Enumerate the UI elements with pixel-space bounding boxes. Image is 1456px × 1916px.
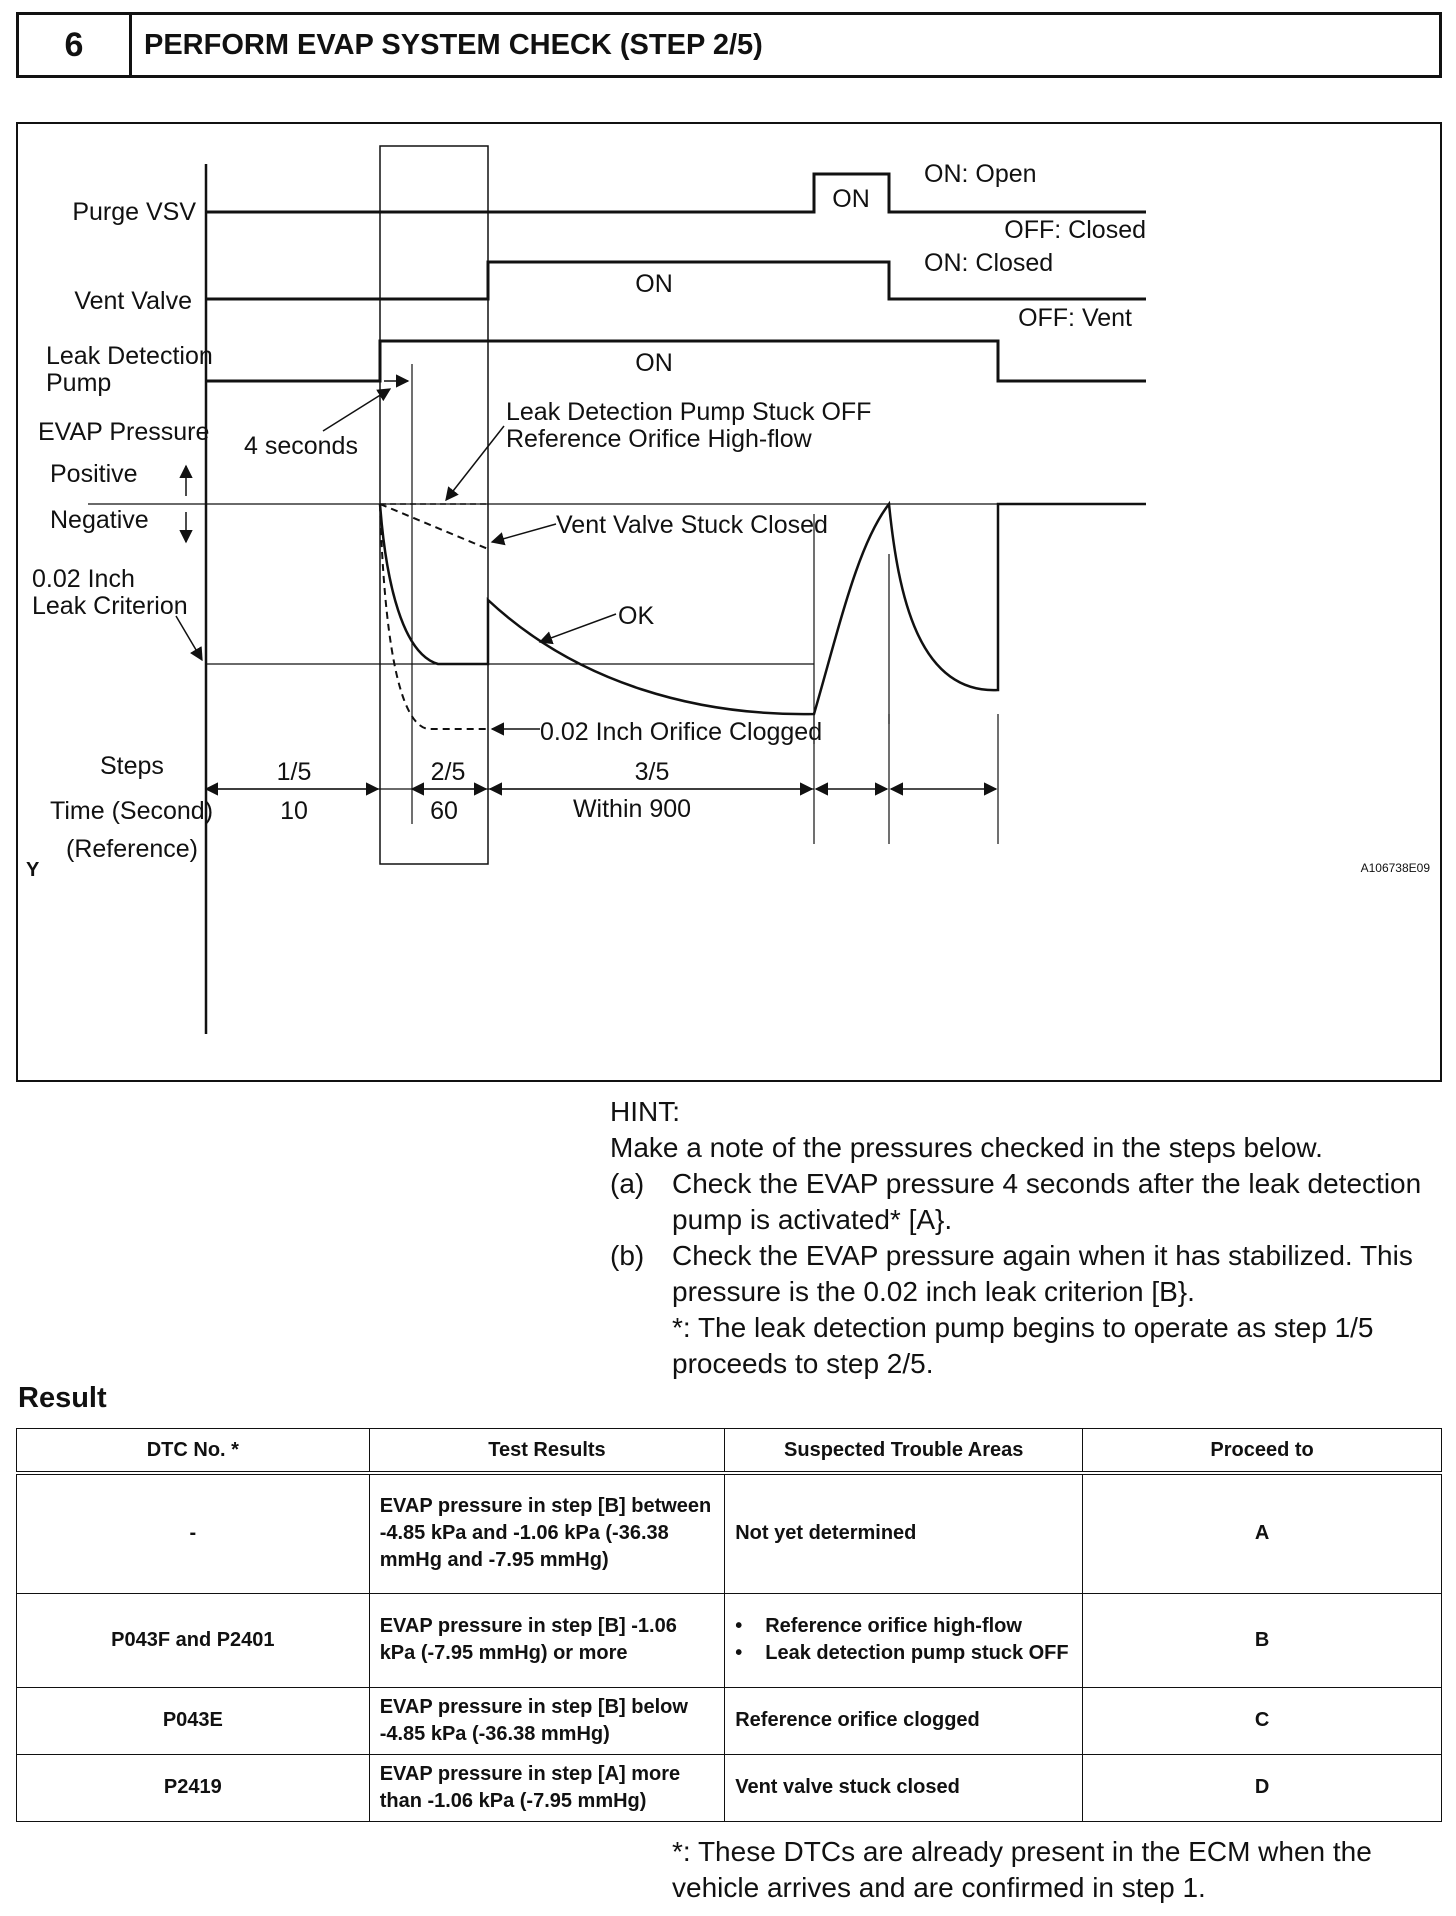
step-title: PERFORM EVAP SYSTEM CHECK (STEP 2/5): [144, 28, 763, 61]
annotation-4-seconds: 4 seconds: [244, 432, 358, 460]
vent-off-vent: OFF: Vent: [1018, 304, 1132, 332]
vent-on-label: ON: [635, 270, 673, 298]
cell-proceed: D: [1083, 1754, 1442, 1821]
trouble-area-list: [735, 1613, 1072, 1667]
table-row: [17, 1687, 1442, 1754]
step-3-5: 3/5: [634, 758, 670, 786]
cell-proceed: A: [1083, 1473, 1442, 1593]
label-vent-valve: Vent Valve: [74, 287, 192, 315]
cell-test: EVAP pressure in step [B] between -4.85 kPa and -1.06 kPa (-36.38 mmHg and -7.95 mmHg): [369, 1473, 725, 1593]
cell-dtc: -: [17, 1473, 370, 1593]
cell-test: EVAP pressure in step [B] below -4.85 kPa (-36.38 mmHg): [369, 1687, 725, 1754]
evap-timing-diagram: [16, 122, 1442, 1082]
list-item: • Leak detection pump stuck OFF: [765, 1640, 1072, 1667]
label-purge-vsv: Purge VSV: [72, 198, 196, 226]
label-reference: (Reference): [66, 835, 198, 863]
hint-intro: Make a note of the pressures checked in the steps below.: [610, 1132, 1323, 1163]
table-row: [17, 1473, 1442, 1593]
cell-area: Reference orifice clogged: [725, 1687, 1083, 1754]
label-positive: Positive: [50, 460, 138, 488]
leak-pump-signal: [206, 341, 1146, 381]
annotation-vent-stuck: Vent Valve Stuck Closed: [556, 511, 828, 539]
table-row: [17, 1593, 1442, 1687]
hint-b-text: Check the EVAP pressure again when it has stabilized. This pressure is the 0.02 inch leak criterion [B}.: [672, 1240, 1413, 1307]
annotation-stuck-off: Leak Detection Pump Stuck OFF: [506, 398, 872, 426]
col-dtc: DTC No. *: [17, 1429, 370, 1474]
cell-area: Vent valve stuck closed: [725, 1754, 1083, 1821]
col-proceed: Proceed to: [1083, 1429, 1442, 1474]
cell-dtc: P2419: [17, 1754, 370, 1821]
hint-item-b: [610, 1238, 1450, 1310]
hint-a-text: Check the EVAP pressure 4 seconds after the leak detection pump is activated* [A}.: [672, 1168, 1422, 1235]
time-60: 60: [430, 797, 458, 825]
table-header-row: [17, 1429, 1442, 1474]
purge-off-closed: OFF: Closed: [1004, 216, 1146, 244]
list-item: • Reference orifice high-flow: [765, 1613, 1072, 1640]
step-number: 6: [19, 15, 132, 75]
time-10: 10: [280, 797, 308, 825]
hint-note-row: [610, 1310, 1450, 1382]
step-2-frame: [380, 146, 488, 864]
step-1-5: 1/5: [276, 758, 312, 786]
label-leak-crit-2: Leak Criterion: [32, 592, 188, 620]
annotation-high-flow: Reference Orifice High-flow: [506, 425, 812, 453]
hint-b-label: (b): [610, 1240, 645, 1271]
hint-block: [610, 1094, 1450, 1382]
annotation-ok: OK: [618, 602, 655, 630]
purge-on-open: ON: Open: [924, 160, 1037, 188]
hint-item-a: [610, 1166, 1450, 1238]
step-2-5: 2/5: [430, 758, 466, 786]
col-test-results: Test Results: [369, 1429, 725, 1474]
cell-dtc: P043E: [17, 1687, 370, 1754]
label-leak-pump-2: Pump: [46, 369, 112, 397]
cell-proceed: C: [1083, 1687, 1442, 1754]
cell-test: EVAP pressure in step [A] more than -1.06 kPa (-7.95 mmHg): [369, 1754, 725, 1821]
label-steps: Steps: [100, 752, 164, 780]
annotation-clogged: 0.02 Inch Orifice Clogged: [540, 718, 823, 746]
label-leak-pump-1: Leak Detection: [46, 342, 213, 370]
label-evap-pressure: EVAP Pressure: [38, 418, 210, 446]
label-leak-crit-1: 0.02 Inch: [32, 565, 135, 593]
footnote: *: These DTCs are already present in the ECM when the vehicle arrives and are confirmed in step 1.: [672, 1836, 1372, 1903]
label-negative: Negative: [50, 506, 149, 534]
purge-on-label: ON: [832, 185, 870, 213]
cell-proceed: B: [1083, 1593, 1442, 1687]
time-900: Within 900: [572, 795, 692, 823]
pump-on-label: ON: [635, 349, 673, 377]
table-row: [17, 1754, 1442, 1821]
step-header: [16, 12, 1442, 78]
result-table: [16, 1428, 1442, 1822]
cell-dtc: P043F and P2401: [17, 1593, 370, 1687]
cell-area: [725, 1593, 1083, 1687]
figure-id: A106738E09: [1360, 861, 1430, 875]
label-time: Time (Second): [50, 797, 214, 825]
diagram-canvas: [18, 124, 1444, 1084]
col-trouble-areas: Suspected Trouble Areas: [725, 1429, 1083, 1474]
vent-on-closed: ON: Closed: [924, 249, 1054, 277]
corner-mark: Y: [26, 859, 40, 881]
hint-title: HINT:: [610, 1096, 680, 1127]
cell-area: Not yet determined: [725, 1473, 1083, 1593]
hint-a-label: (a): [610, 1168, 645, 1199]
cell-test: EVAP pressure in step [B] -1.06 kPa (-7.95 mmHg) or more: [369, 1593, 725, 1687]
hint-b-note: *: The leak detection pump begins to operate as step 1/5 proceeds to step 2/5.: [672, 1312, 1374, 1379]
result-heading: Result: [18, 1382, 107, 1414]
